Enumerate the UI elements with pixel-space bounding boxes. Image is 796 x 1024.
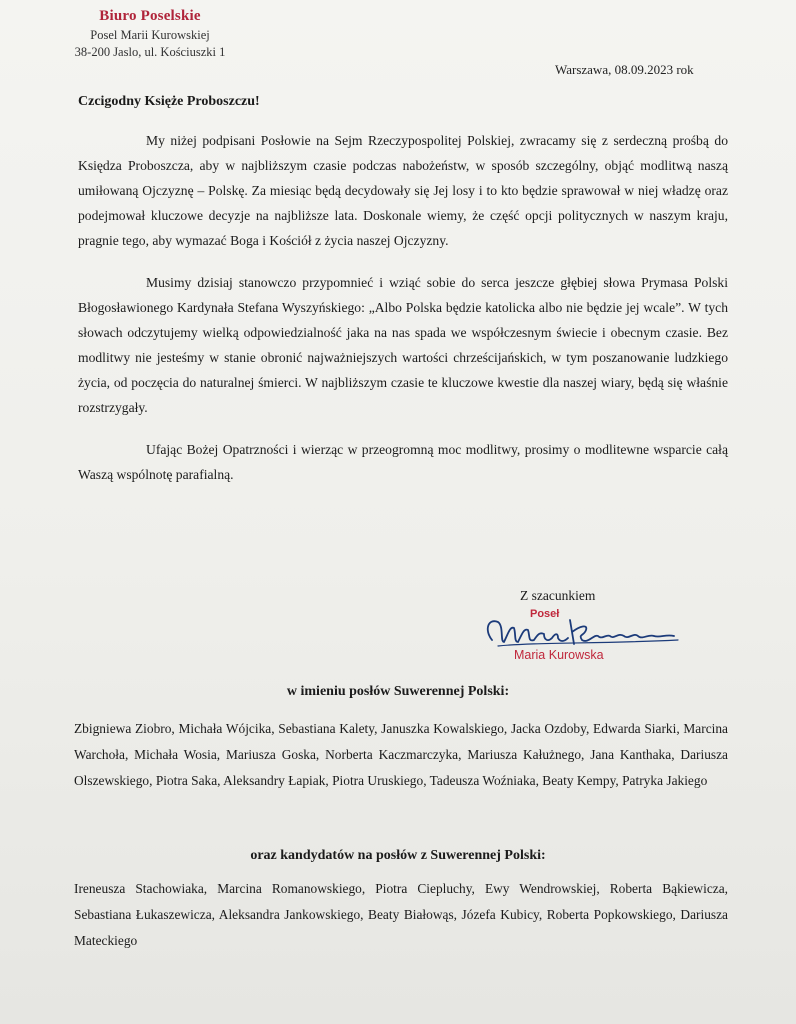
letterhead <box>40 8 260 61</box>
candidates-names-list: Ireneusza Stachowiaka, Marcina Romanowskiego, Piotra Ciepluchy, Ewy Wendrowskiej, Roberta Bąkiewicza, Sebastiana Łukaszewicza, Aleksandra Jankowskiego, Beaty Białowąs, Józefa Kubicy, Roberta Popkowskiego, Dariusza Mateckiego <box>74 881 728 948</box>
letter-body <box>78 128 728 504</box>
stamp-title: Poseł <box>530 608 560 620</box>
letterhead-address: 38-200 Jaslo, ul. Kościuszki 1 <box>74 45 226 59</box>
closing-text: Z szacunkiem <box>520 588 596 603</box>
handwritten-signature <box>478 612 688 652</box>
heading-mps: w imieniu posłów Suwerennej Polski: <box>286 684 510 699</box>
letterhead-org-name: Biuro Poselskie <box>99 8 201 24</box>
stamp-name: Maria Kurowska <box>514 648 604 662</box>
place-date: Warszawa, 08.09.2023 rok <box>555 62 694 77</box>
paragraph-3: Ufając Bożej Opatrzności i wierząc w przeogromną moc modlitwy, prosimy o modlitewne wsparcie całą Waszą wspólnotę parafialną. <box>78 442 728 482</box>
signature-block <box>478 606 698 670</box>
salutation: Czcigodny Księże Proboszczu! <box>78 94 260 109</box>
mps-names-list: Zbigniewa Ziobro, Michała Wójcika, Sebastiana Kalety, Januszka Kowalskiego, Jacka Ozdoby, Edwarda Siarki, Marcina Warchoła, Michała Wosia, Mariusza Goska, Norberta Kaczmarczyka, Mariusza Kałużnego, Jana Kanthaka, Dariusza Olszewskiego, Piotra Saka, Aleksandry Łapiak, Piotra Uruskiego, Tadeusza Woźniaka, Beaty Kempy, Patryka Jakiego <box>74 721 728 788</box>
letterhead-line-1: Posel Marii Kurowskiej <box>90 28 210 42</box>
paragraph-2: Musimy dzisiaj stanowczo przypomnieć i wziąć sobie do serca jeszcze głębiej słowa Prymasa Polski Błogosławionego Kardynała Stefana Wyszyńskiego: „Albo Polska będzie katolicka albo nie będzie jej wcale”. W tych słowach odczytujemy wielką odpowiedzialność jaka na nas spada we współczesnym świecie i obecnym czasie. Bez modlitwy nie jesteśmy w stanie obronić najważniejszych wartości chrześcijańskich, w tym poszanowanie ludzkiego życia, od poczęcia do naturalnej śmierci. W najbliższym czasie te kluczowe kwestie dla naszej wiary, będą się właśnie rozstrzygały. <box>78 275 728 415</box>
paragraph-1: My niżej podpisani Posłowie na Sejm Rzeczypospolitej Polskiej, zwracamy się z serdeczną prośbą do Księdza Proboszcza, aby w najbliższym czasie podczas nabożeństw, w sposób szczególny, objąć modlitwą naszą umiłowaną Ojczyznę – Polskę. Za miesiąc będą decydowały się Jej losy i to kto będzie sprawował w niej władzę oraz podejmował kluczowe decyzje na najbliższe lata. Doskonale wiemy, że część opcji politycznych w naszym kraju, pragnie tego, aby wymazać Boga i Kościół z życia naszej Ojczyzny. <box>78 133 728 248</box>
heading-candidates: oraz kandydatów na posłów z Suwerennej Polski: <box>250 848 546 863</box>
